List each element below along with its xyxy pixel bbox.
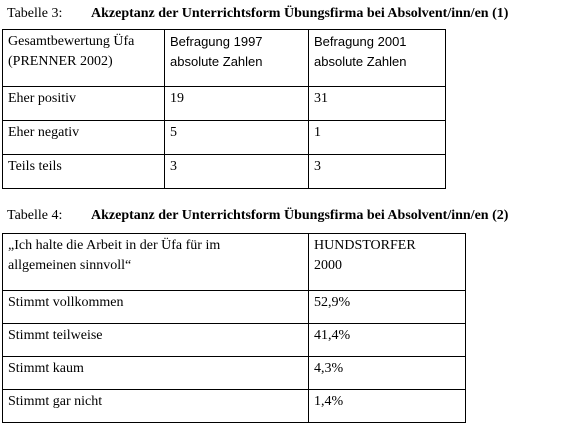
table4-header-source-line2: 2000	[314, 258, 342, 273]
table4-header-cell-statement	[3, 234, 309, 291]
table-row	[3, 121, 446, 155]
table4-row-label: Stimmt kaum	[3, 357, 309, 390]
table-row	[3, 291, 466, 324]
table3-number: Tabelle 3:	[7, 6, 63, 21]
table4-caption	[7, 208, 508, 224]
table3-cell-1997: 19	[165, 87, 309, 121]
table4-header-cell-source	[309, 234, 466, 291]
table4-header-statement-line1: „Ich halte die Arbeit in der Üfa für im	[8, 238, 221, 253]
table-row	[3, 390, 466, 423]
table4-cell-value: 52,9%	[309, 291, 466, 324]
table4-cell-value: 41,4%	[309, 324, 466, 357]
table3-header-cell-1997	[165, 30, 309, 87]
table3-caption	[7, 6, 508, 22]
table3-cell-2001: 31	[309, 87, 446, 121]
table3-cell-1997: 3	[165, 155, 309, 189]
table3-title: Akzeptanz der Unterrichtsform Übungsfirma bei Absolvent/inn/en (1)	[91, 6, 509, 21]
table4-header-source-line1: HUNDSTORFER	[314, 238, 416, 253]
table3-header-cell-rating	[3, 30, 165, 87]
table-row	[3, 324, 466, 357]
table3-header-row	[3, 30, 446, 87]
table4-title: Akzeptanz der Unterrichtsform Übungsfirma bei Absolvent/inn/en (2)	[91, 208, 509, 223]
table4-row-label: Stimmt gar nicht	[3, 390, 309, 423]
table4-number: Tabelle 4:	[7, 208, 63, 223]
table3-header-2001-line2: absolute Zahlen	[314, 54, 407, 69]
table4-header-row	[3, 234, 466, 291]
table-row	[3, 87, 446, 121]
table4-header-statement-line2: allgemeinen sinnvoll“	[8, 258, 132, 273]
table4-cell-value: 4,3%	[309, 357, 466, 390]
table4-row-label: Stimmt vollkommen	[3, 291, 309, 324]
table4-row-label: Stimmt teilweise	[3, 324, 309, 357]
table3	[2, 29, 446, 189]
table3-header-2001-line1: Befragung 2001	[314, 34, 407, 49]
table4-cell-value: 1,4%	[309, 390, 466, 423]
table4	[2, 233, 466, 423]
table3-header-1997-line1: Befragung 1997	[170, 34, 263, 49]
table-row	[3, 155, 446, 189]
table3-row-label: Eher positiv	[3, 87, 165, 121]
table3-header-rating-line2: (PRENNER 2002)	[8, 54, 113, 69]
table3-cell-2001: 1	[309, 121, 446, 155]
table3-header-cell-2001	[309, 30, 446, 87]
table-row	[3, 357, 466, 390]
table3-row-label: Eher negativ	[3, 121, 165, 155]
table3-cell-1997: 5	[165, 121, 309, 155]
table3-row-label: Teils teils	[3, 155, 165, 189]
table3-header-rating-line1: Gesamtbewertung Üfa	[8, 34, 135, 49]
table3-cell-2001: 3	[309, 155, 446, 189]
table3-header-1997-line2: absolute Zahlen	[170, 54, 263, 69]
